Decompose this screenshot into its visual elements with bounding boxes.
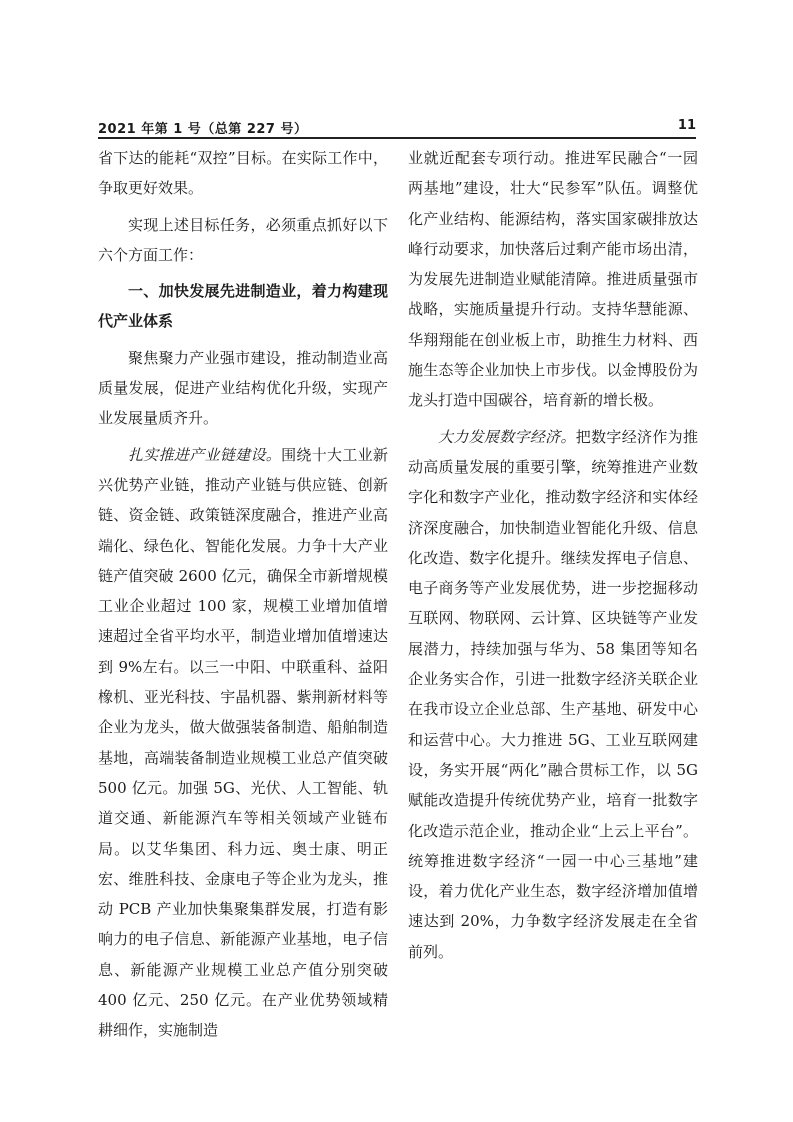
paragraph-lead: 扎实推进产业链建设。 — [128, 445, 282, 464]
body-paragraph: 省下达的能耗“双控”目标。在实际工作中，争取更好效果。 — [98, 149, 388, 198]
issue-label: 2021 年第 1 号（总第 227 号） — [98, 122, 308, 137]
body-paragraph: 业就近配套专项行动。推进军民融合“一园两基地”建设，壮大“民参军”队伍。调整优化产业结构、能源结构，落实国家碳排放达峰行动要求，加快落后过剩产能市场出清，为发展先进制造业赋能清障。推进质量强市战略，实施质量提升行动。支持华慧能源、华翔翔能在创业板上市，助推生力材料、西施生态等企业加快上市步伐。以金博股份为龙头打造中国碳谷，培育新的增长极。 — [408, 149, 698, 410]
body-paragraph: 聚焦聚力产业强市建设，推动制造业高质量发展，促进产业结构优化升级，实现产业发展量质齐升。 — [98, 348, 388, 428]
paragraph-body: 把数字经济作为推动高质量发展的重要引擎，统筹推进产业数字化和数字产业化，推动数字经济和实体经济深度融合，加快制造业智能化升级、信息化改造、数字化提升。继续发挥电子信息、电子商务等产业发展优势，进一步挖掘移动互联网、物联网、云计算、区块链等产业发展潜力，持续加强与华为、58 集团等知名企业务实合作，引进一批数字经济关联企业在我市设立企业总部、生产基地、研发中心和运营中心。大力推进 5G、工业互联网建设，务实开展“两化”融合贯标工作，以 5G 赋能改造提升传统优势产业，培育一批数字化改造示范企业，推动企业“上云上平台”。统筹推进数字经济“一园一中心三基地”建设，着力优化产业生态，数字经济增加值增速达到 20%，力争数字经济发展走在全省前列。 — [408, 427, 698, 961]
running-header — [98, 118, 696, 136]
left-column — [98, 143, 388, 1046]
paragraph-lead: 大力发展数字经济。 — [438, 427, 576, 446]
header-rule — [98, 137, 696, 139]
right-column — [408, 143, 698, 967]
body-paragraph — [98, 440, 388, 1046]
body-paragraph: 实现上述目标任务，必须重点抓好以下六个方面工作： — [98, 215, 388, 264]
section-heading: 一、加快发展先进制造业，着力构建现代产业体系 — [98, 282, 388, 331]
body-paragraph — [408, 422, 698, 967]
paragraph-body: 围绕十大工业新兴优势产业链，推动产业链与供应链、创新链、资金链、政策链深度融合，推进产业高端化、绿色化、智能化发展。力争十大产业链产值突破 2600 亿元，确保全市新增规模工业企业超过 100 家，规模工业增加值增速超过全省平均水平，制造业增加值增速达到 9%左右。以三一中阳、中联重科、益阳橡机、亚光科技、宇晶机器、紫荆新材料等企业为龙头，做大做强装备制造、船舶制造基地，高端装备制造业规模工业总产值突破 500 亿元。加强 5G、光伏、人工智能、轨道交通、新能源汽车等相关领域产业链布局。以艾华集团、科力远、奥士康、明正宏、维胜科技、金康电子等企业为龙头，推动 PCB 产业加快集聚集群发展，打造有影响力的电子信息、新能源产业基地，电子信息、新能源产业规模工业总产值分别突破 400 亿元、250 亿元。在产业优势领域精耕细作，实施制造 — [98, 445, 388, 1040]
page-number: 11 — [677, 118, 696, 133]
